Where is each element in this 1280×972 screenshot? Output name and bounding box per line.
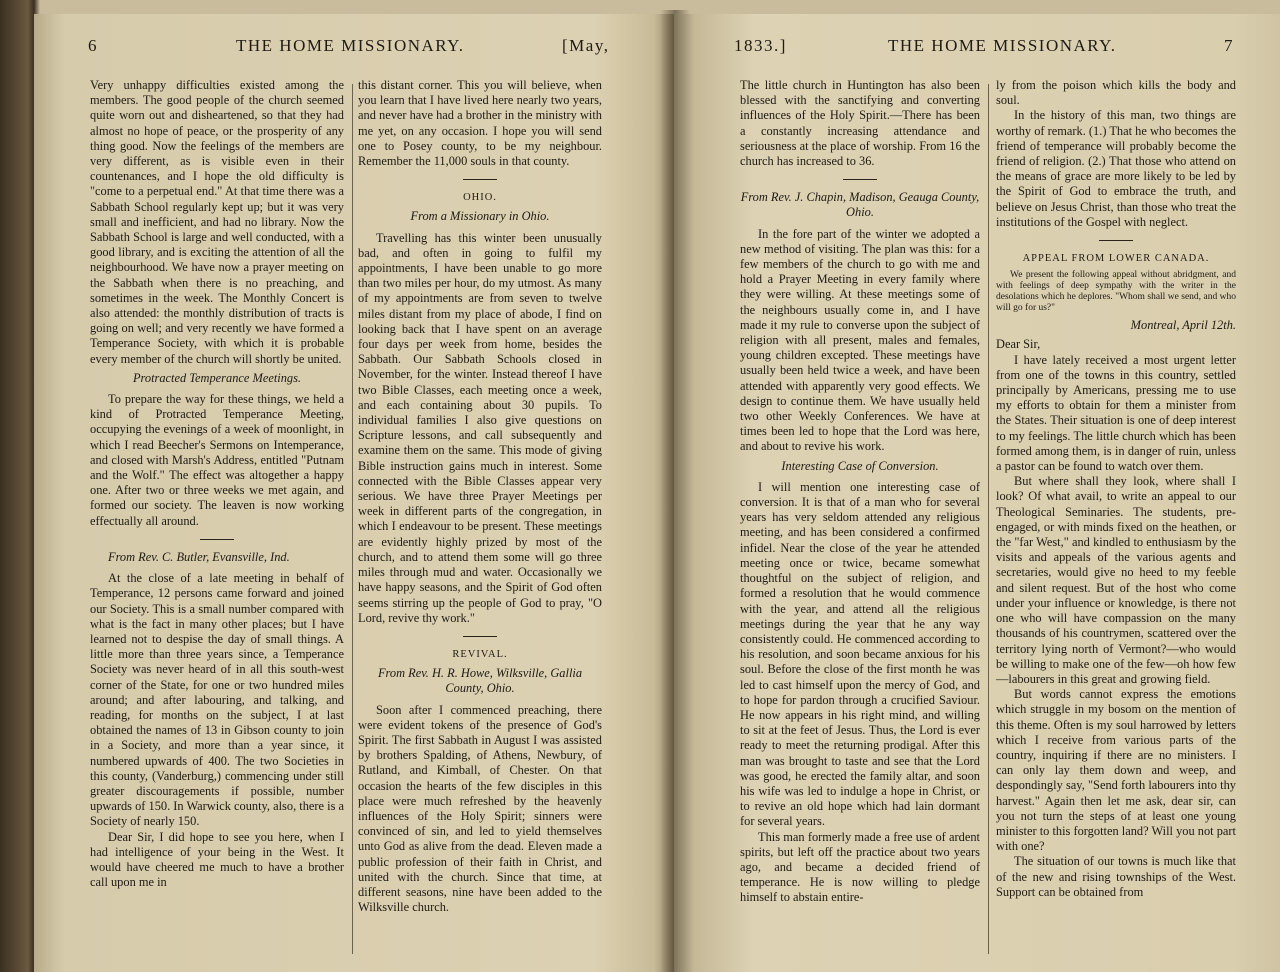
column-divider bbox=[988, 84, 989, 954]
right-running-title: THE HOME MISSIONARY. bbox=[888, 36, 1117, 55]
paragraph: But where shall they look, where shall I look? Of what avail, to write an appeal to our Theological Seminaries. The students, pre-engaged, or with minds fixed on the heathen, or the "far West," and kindled to enthusiasm by the visits and appeals of the various agents and secretaries, would give no heed to my feeble and silent request. But of the host who come under your influence or knowledge, is there not one who will have compassion on the many thousands of his countrymen, scattered over the territory lying north of Vermont?—who would be willing to make one of the few—oh how few—labourers in this great and growing field. bbox=[996, 474, 1236, 686]
paragraph: In the history of this man, two things are worthy of remark. (1.) That he who becomes the friend of temperance will probably become the friend of religion. (2.) That those who attend on the means of grace are more likely to be led by the Spirit of God to embrace the truth, and believe on Jesus Christ, than those who treat the institutions of the Gospel with neglect. bbox=[996, 108, 1236, 229]
divider bbox=[843, 179, 877, 180]
letter-source: From Rev. J. Chapin, Madison, Geauga County, Ohio. bbox=[740, 190, 980, 220]
left-column-2 bbox=[358, 78, 602, 915]
paragraph: To prepare the way for these things, we held a kind of Protracted Temperance Meeting, occupying the evenings of a week of moonlight, in which I read Beecher's Sermons on Intemperance, and closed with Marsh's Address, entitled "Putnam and the Wolf." The effect was altogether a happy one. After two or three weeks we met again, and formed our society. The leaven is now working effectually all around. bbox=[90, 392, 344, 528]
right-page bbox=[674, 14, 1280, 972]
right-date: 1833.] bbox=[734, 36, 787, 55]
section-heading: REVIVAL. bbox=[452, 648, 508, 660]
editorial-note: We present the following appeal without abridgment, and with feelings of deep sympathy with the writer in the desolations which he deplores. "Whom shall we send, and who will go for us?" bbox=[996, 270, 1236, 314]
column-divider bbox=[352, 84, 353, 954]
paragraph: But words cannot express the emotions which struggle in my bosom on the mention of this theme. Often is my soul harrowed by letters which I receive from various parts of the country, inquiring if there are no ministers. I can only lay them down and weep, and despondingly say, "Send forth labourers into thy harvest." Again then let me ask, dear sir, can you not turn the steps of at least one young minister to this forgotten land? Will you not part with one? bbox=[996, 687, 1236, 854]
paragraph: this distant corner. This you will believe, when you learn that I have lived here nearly two years, and never have had a brother in the ministry with me yet, on any occasion. I hope you will send one to Posey county, to be my neighbour. Remember the 11,000 souls in that county. bbox=[358, 78, 602, 169]
paragraph: I have lately received a most urgent letter from one of the towns in this country, settled principally by Americans, pressing me to use my efforts to obtain for them a minister from the States. Their situation is one of deep interest to my feelings. The little church which has been formed among them, is in danger of ruin, unless a pastor can be found to watch over them. bbox=[996, 352, 1236, 474]
letter-source: From Rev. C. Butler, Evansville, Ind. bbox=[108, 549, 290, 564]
right-column-2 bbox=[996, 78, 1236, 900]
section-heading: OHIO. bbox=[463, 192, 497, 204]
divider bbox=[200, 539, 234, 540]
left-running-title: THE HOME MISSIONARY. bbox=[236, 36, 465, 55]
left-page bbox=[34, 14, 674, 972]
left-page-number: 6 bbox=[88, 36, 98, 55]
right-column-1 bbox=[740, 78, 980, 906]
paragraph: At the close of a late meeting in behalf of Temperance, 12 persons came forward and joined our Society. This is a small number compared with what is the fact in many other places; but I have learned not to despise the day of small things. A little more than three years since, a Temperance Society was never heard of in all this south-west corner of the State, for one or two hundred miles around; and after labouring, and talking, and reading, for months on the subject, I at last obtained the names of 13 in Gibson county to join in a Society, and more than a year since, it numbered upwards of 400. The two Societies in this county, (Vanderburg,) commencing under still greater discouragements if possible, number upwards of 150. In Warwick county, also, there is a Society of nearly 150. bbox=[90, 571, 344, 829]
paragraph: This man formerly made a free use of ardent spirits, but left off the practice about two years ago, and became a decided friend of temperance. He is now willing to pledge himself to abstain entire- bbox=[740, 829, 980, 905]
divider bbox=[1099, 240, 1133, 241]
paragraph: Soon after I commenced preaching, there were evident tokens of the presence of God's Spirit. The first Sabbath in August I was assisted by brothers Spalding, of Athens, Newbury, of Rutland, and Kimball, of Chester. On that occasion the hearts of the few disciples in this place were much refreshed by the heavenly influences of the Holy Spirit; sinners were convinced of sin, and led to yield themselves unto God as alive from the dead. Eleven made a public profession of their faith in Christ, and united with the church. Since that time, at different seasons, nine have been added to the Wilksville church. bbox=[358, 702, 602, 915]
paragraph: I will mention one interesting case of conversion. It is that of a man who for several years has very seldom attended any religious meeting, and has been considered a confirmed infidel. Near the close of the year he attended meeting once or twice, became somewhat thoughtful on the subject of religion, and formed a resolution that he would commence with the year, and attend all the religious meetings during the year that he any way consistently could. He commenced according to his resolution, and soon became anxious for his soul. Before the close of the first month he was led to cast himself upon the mercy of God, and to hope for pardon through a crucified Saviour. He now appears in his right mind, and willing to sit at the feet of Jesus. Thus, the Lord is ever ready to meet the returning prodigal. After this man was brought to taste and see that the Lord was good, he erected the family altar, and soon his wife was led to indulge a hope in Christ, or to revive an old hope which had lain dormant for several years. bbox=[740, 479, 980, 829]
paragraph: Travelling has this winter been unusually bad, and often in going to fulfil my appointments, I have been unable to go more than two miles per hour, do my utmost. As many of my appointments are from seven to twelve miles distant from my place of abode, I find on looking back that I have spent on an average four days per week from home, besides the Sabbath. Our Sabbath Schools closed in November, for the winter. Instead thereof I have two Bible Classes, each meeting once a week, and each containing about 30 pupils. To individual families I also give questions on Scripture lessons, and call subsequently and examine them on the same. This mode of giving Bible instruction gains much in interest. Some connected with the Bible Classes appear very serious. We have three Prayer Meetings per week in different parts of the congregation, in which I endeavour to be present. These meetings are evidently highly prized by most of the church, and to attend them some will go three miles through mud and water. Occasionally we have happy seasons, and the Spirit of God often seems stirring up the people of God to pray, "O Lord, revive thy work." bbox=[358, 230, 602, 625]
section-subheading: Interesting Case of Conversion. bbox=[781, 458, 939, 473]
letter-source: From Rev. H. R. Howe, Wilksville, Gallia County, Ohio. bbox=[377, 666, 583, 696]
letter-dateline: Montreal, April 12th. bbox=[1130, 318, 1236, 333]
paragraph: In the fore part of the winter we adopted a new method of visiting. The plan was this: for a few members of the church to go with me and hold a Prayer Meeting in every family where they were willing. At these meetings some of the neighbours usually come in, and I have made it my rule to converse upon the subject of religion with all present, males and females, young children excepted. These meetings have usually been held twice a week, and have been attended with apparently very good effects. We design to continue them. We have usually held two other Weekly Conferences. We have at times been led to hope that the Lord was here, and about to revive his work. bbox=[740, 226, 980, 454]
left-date: [May, bbox=[562, 36, 610, 55]
section-subheading: From a Missionary in Ohio. bbox=[410, 209, 550, 224]
section-subheading: Protracted Temperance Meetings. bbox=[132, 370, 302, 385]
left-column-1 bbox=[90, 78, 344, 890]
paragraph: The situation of our towns is much like that of the new and rising townships of the West. Support can be obtained from bbox=[996, 854, 1236, 899]
salutation: Dear Sir, bbox=[996, 337, 1041, 352]
paragraph: Very unhappy difficulties existed among the members. The good people of the church seemed quite worn out and disheartened, so that they had almost no hope of peace, or the prosperity of any thing good. Now the feelings of the members are very different, as is visible even in their countenances, and I hope the old difficulty is "come to a perpetual end." At that time there was a Sabbath School regularly kept up; but it was very small and inefficient, and had no library. Now the Sabbath School is large and well conducted, with a good library, and is exciting the attention of all the neighbourhood. We have now a prayer meeting on the Sabbath when there is no preaching, and sometimes in the week. The Monthly Concert is also attended: the monthly distribution of tracts is going on well; and very recently we have formed a Temperance Society, with which it is probable every member of the church will shortly be united. bbox=[90, 78, 344, 366]
right-page-number: 7 bbox=[1224, 36, 1234, 55]
divider bbox=[463, 636, 497, 637]
paragraph: The little church in Huntington has also been blessed with the sanctifying and converting influences of the Holy Spirit.—There has been a constantly increasing attendance and seriousness at the place of worship. From 16 the church has increased to 36. bbox=[740, 78, 980, 169]
paragraph: ly from the poison which kills the body and soul. bbox=[996, 78, 1236, 108]
section-heading: APPEAL FROM LOWER CANADA. bbox=[1022, 253, 1210, 265]
divider bbox=[463, 179, 497, 180]
paragraph: Dear Sir, I did hope to see you here, when I had intelligence of your being in the West. It would have cheered me much to have a brother call upon me in bbox=[90, 829, 344, 890]
